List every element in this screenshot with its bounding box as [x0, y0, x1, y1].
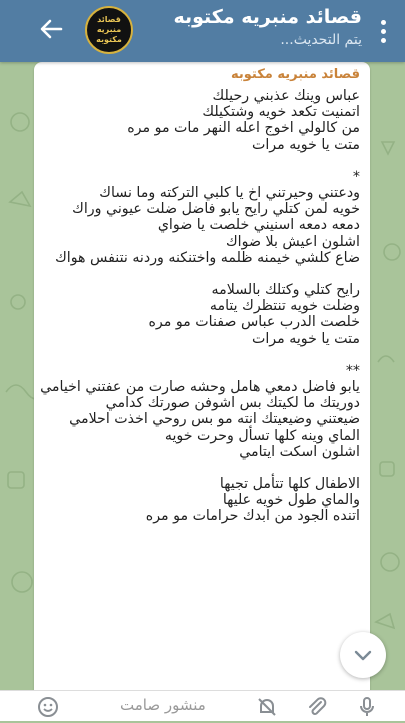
- avatar-logo-line1: قصائد منبريه: [96, 15, 122, 34]
- message-line: الماي وينه كلها تسأل وحرت خويه: [164, 427, 360, 444]
- message-line: *: [352, 168, 360, 185]
- message-line: وضلت خويه تنتظرك يتامه: [209, 298, 360, 315]
- message-line: يابو فاضل دمعي هامل وحشه صارت من عفتني اخيامي: [40, 379, 360, 396]
- bell-muted-icon[interactable]: [255, 695, 279, 719]
- input-bar: [0, 690, 405, 721]
- message-bubble[interactable]: [34, 62, 370, 702]
- channel-avatar[interactable]: [85, 6, 133, 54]
- message-line: دوريتك ما لكيتك بس اشوفن صورتك كدامي: [105, 395, 360, 412]
- attach-icon[interactable]: [305, 695, 329, 719]
- message-line: ودعتني وحيرتني اخ يا كلبي التركته وما نساك: [99, 185, 360, 202]
- message-line: [40, 153, 360, 169]
- chat-title[interactable]: قصائد منبريه مكتوبه: [173, 6, 362, 28]
- message-line: [40, 266, 360, 282]
- message-line: خلصت الدرب عباس صفنات مو مره: [148, 314, 360, 331]
- message-line: اتنده الجود من ابدك حرامات مو مره: [145, 508, 360, 525]
- message-sender-name[interactable]: قصائد منبريه مكتوبه: [231, 67, 360, 82]
- avatar-logo-line2: مكتوبه: [96, 35, 122, 44]
- chat-header: [0, 0, 405, 62]
- chevron-down-icon: [352, 644, 374, 666]
- message-line: من كالولي اخوج اعله النهر مات مو مره: [127, 120, 360, 137]
- message-line: اشلون اسكت ايتامي: [239, 443, 360, 460]
- emoji-icon[interactable]: [36, 695, 60, 719]
- more-menu-icon[interactable]: [370, 16, 396, 46]
- scroll-down-button[interactable]: [340, 632, 386, 678]
- message-line: [40, 460, 360, 476]
- message-line: ضاع كلشي خيمنه ظلمه واختنكنه وردنه نتنفس هواك: [55, 249, 360, 266]
- message-text: [40, 88, 360, 525]
- message-line: متت يا خويه مرات: [252, 330, 360, 347]
- message-line: **: [345, 362, 360, 379]
- chat-status: يتم التحديث...: [280, 32, 362, 48]
- back-arrow-icon[interactable]: [36, 14, 66, 44]
- message-line: اشلون اعيش بلا ضواك: [225, 233, 360, 250]
- message-line: متت يا خويه مرات: [252, 136, 360, 153]
- message-line: رايح كتلي وكتلك بالسلامه: [211, 282, 360, 299]
- message-input[interactable]: منشور صامت: [120, 696, 206, 714]
- message-line: خويه لمن كتلي رايح يابو فاضل ضلت عيوني وراك: [72, 201, 360, 218]
- message-line: [40, 347, 360, 363]
- microphone-icon[interactable]: [355, 695, 379, 719]
- message-line: ضيعتني وضيعيتك انته مو بس روحي اخذت احلامي: [69, 411, 360, 428]
- message-line: دمعه دمعه اسنيني خلصت يا ضواي: [157, 217, 360, 234]
- avatar-logo-text: [87, 15, 131, 45]
- message-line: عباس وينك عذبني رحيلك: [212, 88, 360, 104]
- message-line: الاطفال كلها تتأمل تجيها: [219, 476, 360, 493]
- message-line: والماي طول خويه عليها: [222, 492, 360, 509]
- message-line: اتمنيت تكعد خويه وشتكيلك: [202, 104, 360, 121]
